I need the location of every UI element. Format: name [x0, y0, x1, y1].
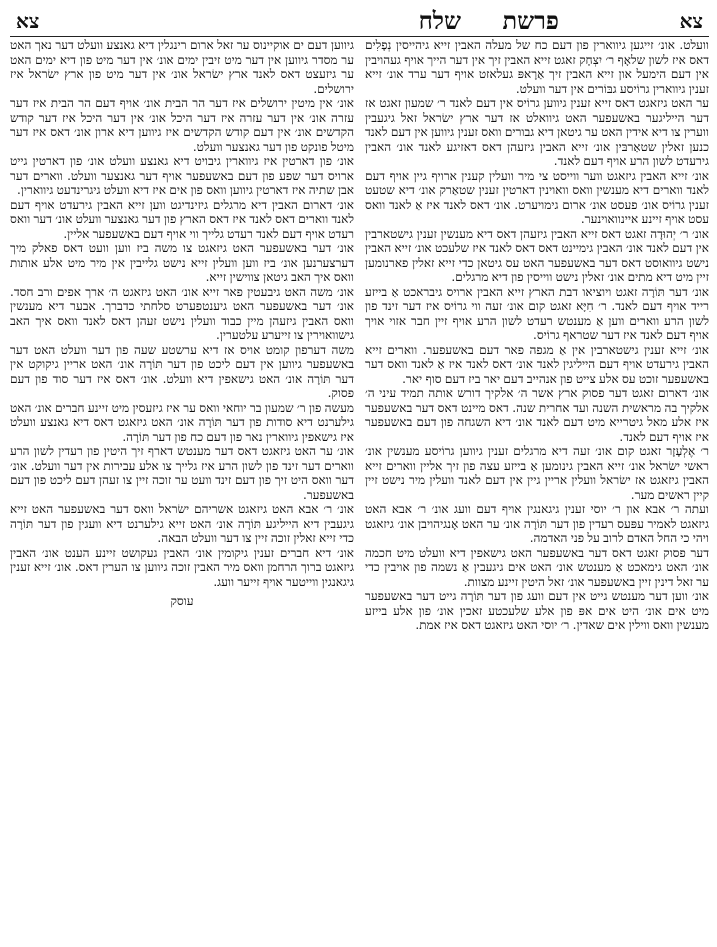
- left-column: [10, 38, 354, 943]
- paragraph: דער פסוק זאגט דאס דער באשעפער האט גישאפין דיא וועלט מיט חכמה אונ׳ האט גימאכט אַ מענטש אונ׳ האט אים גיגעבין אַ נשמה פון אויבין כדי ער זאל דינין זיין באשעפער אונ׳ זאל היטין זיינע מצוות.: [365, 545, 709, 589]
- page-number-left: צא: [16, 9, 40, 33]
- paragraph: אונ׳ דארום האבין דיא מרגלים גיזינדיגט ווען זייא האבין גירעדט אויף דעם לאנד ווארים דאס לאנד איז דאס הארץ פון דער גאנצער וועלט אונ׳ דער וואס רעדט אויף דעם לאנד רעדט גלייך ווי אויף דעם באשעפער אליין.: [10, 197, 354, 241]
- paragraph: אונ׳ דער תּוֹרָה זאגט ויוציאו דבת הארץ זייא האבין ארויס גיבראכט אַ בייזע רייד אויף דעם לאנד. ר׳ חִיָּא זאגט קום אונ׳ זעה ווי גרוֹיס איז דער זינד פון לשון הרע ווארים ווען אַ מענטש רעדט לשון הרע אויף זיין חבר אזוי אויך אויף דעם לאנד איז דער שטראף גרוֹיס.: [365, 284, 709, 342]
- header-title-parsha: פרשת: [502, 6, 559, 35]
- paragraph: אונ׳ ווען דער מענטש גייט אין דעם וועג פון דער תּוֹרָה גייט דער באשעפער מיט אים אונ׳ היט אים אפּ פון אלע שלעכטע זאכין אונ׳ פון אלע בייזע מענשין וואס ווילין אים שאדין. ר׳ יוסי האט גיזאגט דאס איז אמת.: [365, 589, 709, 632]
- paragraph: אונ׳ זייא האבין גיזאגט ווער ווייסט צי מיר וועלין קענין ארויף גיין אויף דעם לאנד ווארים דיא מענשין וואס וואוינין דארטין זענין שטאַרק אונ׳ דיא שטעט זענין גרוֹיס אונ׳ פעסט אונ׳ ארום גימויערט. אונ׳ דאס לאנד איז אַ לאנד וואס עסט אויף זיינע איינוואוינער.: [365, 168, 709, 226]
- end-word: עוסק: [170, 594, 194, 608]
- paragraph: אונ׳ ר׳ אבא האט גיזאגט אשריהם ישׂראל וואס דער באשעפער האט זייא גיגעבין דיא הייליגע תּוֹרָה אונ׳ האט זייא גילערנט דיא וועגין פון דער תּוֹרָה כדי זייא זאלין זוכה זיין צו דער וועלט הבאה.: [10, 502, 354, 545]
- paragraph: אונ׳ דארום זאגט דער פסוק ארץ אשר ה׳ אלקיך דורש אותה תמיד עיני ה׳ אלקיך בה מראשית השנה ועד אחרית שנה. דאס מיינט דאס דער באשעפער איז אלע מאל גיטרייא מיט דעם לאנד אונ׳ דיא השגחה פון דעם באשעפער איז אויף דעם לאנד.: [365, 386, 709, 444]
- paragraph: אונ׳ זייא זענין גישטארבין אין אַ מגפה פאר דעם באשעפער. ווארים זייא האבין גירעדט אויף דעם הייליגין לאנד אונ׳ דאס לאנד איז אַ לאנד וואס דער באשעפער זוכט עס אלע צייט פון אנהייב דעם יאר ביז דעם סוף יאר.: [365, 342, 709, 386]
- paragraph: אונ׳ ר׳ יְהוּדָה זאגט דאס זייא האבין גיזעהן דאס דיא מענשין זענין גישטארבין אין דעם לאנד אונ׳ האבין גימיינט דאס דאס לאנד איז שלעכט אונ׳ זייא האבין נישט גיוואוסט דאס דער באשעפער האט עס גיטאן כדי זייא זאלין פארנומען זיין מיט דיא מתים אונ׳ זאלין נישט ווייסין פון דיא מרגלים.: [365, 226, 709, 284]
- paragraph: אונ׳ אין מיטין ירושלים איז דער הר הבית אונ׳ אויף דעם הר הבית איז דער עזרה אונ׳ אין דער עזרה איז דער היכל אונ׳ אין דער היכל איז דער קודש הקדשים אונ׳ אין דעם קודש הקדשים איז גיווען דיא ארון אונ׳ דאס איז דער מיטל פונקט פון דער גאנצער וועלט.: [10, 96, 354, 154]
- paragraph: ער האט גיזאגט דאס זייא זענין גיווען גרוֹיס אין דעם לאנד ר׳ שמעון זאגט אז דער הייליגער באשעפער האט גיוואלט אז דער ארץ ישׂראל זאל גיגעבין ווערין צו דיא אידין האט ער גיטאן דיא גבורים וואס זענין גיווען אין דעם לאנד כנען זאלין שטאַרבּין אונ׳ זייא האבין גיזעהן דאס דאזיגע לאנד אונ׳ האבין גירעדט לשון הרע אויף דעם לאנד.: [365, 96, 709, 168]
- paragraph: וועלט. אונ׳ זייגען גיווארין פון דעם כח של מעלה האבין זייא גיהייסין נְפָלִים דאס איז לשון שלאָף ר׳ יִצְחָק זאגט זייא האבין זיך אין דער הייך אויף געהויבין אין דעם הימעל און זייא האבין זיך אַרָאפּ געלאזט אויף דער ערד אונ׳ זייא זענין גיווארין גרוֹיסע גבּוֹרים אין דער וועלט.: [365, 38, 709, 96]
- text-columns: [10, 38, 709, 943]
- paragraph: אונ׳ פון דארטין איז גיווארין גיבויט דיא גאנצע וועלט אונ׳ פון דארטין גייט ארויס דער שפע פון דעם באשעפער אויף דער גאנצער וועלט. ווארים דער אבן שתיה איז דארטין גיווען וואס פון אים איז דיא וועלט גיגרינדעט גיווארין.: [10, 154, 354, 197]
- paragraph: ועתה ר׳ אבא און ר׳ יוסי זענין גיגאנגין אויף דעם וועג אונ׳ ר׳ אבא האט גיזאגט לאמיר עפּעס רעדין פון דער תּוֹרָה אונ׳ ער האט אָנגיהויבן אונ׳ גיזאגט ויהי כי החל האדם לרוב על פני האדמה.: [365, 502, 709, 545]
- header-title-shelach: שלח: [418, 6, 461, 35]
- paragraph: גיווען דעם ים אוקיינוס ער זאל ארום רינגלין דיא גאנצע וועלט דער נאך האט ער מסדר גיווען אין דער מיט זיבין ימים אונ׳ אין דער מיט פון דיא ימים האט ער גיזעצט דאס לאנד ארץ ישׂראל אונ׳ אין דער מיט פון ארץ ישׂראל איז ירושלים.: [10, 38, 354, 96]
- page-header: [10, 6, 709, 37]
- page-number-right: צא: [679, 9, 703, 33]
- paragraph: אונ׳ משה האט גיבעטין פאר זייא אונ׳ האט גיזאגט ה׳ ארך אפים ורב חסד. אונ׳ דער באשעפער האט גיענטפערט סלחתי כדברך. אבער דיא מענשין וואס האבין גיזעהן מיין כבוד וועלין נישט זעהן דאס לאנד וואס איך האב גישוואוירין צו זייערע עלטערין.: [10, 284, 354, 342]
- paragraph: אונ׳ דיא חברים זענין גיקומין אונ׳ האבין געקושט זיינע הענט אונ׳ האבין גיזאגט ברוך הרחמן וואס מיר האבין זוכה גיווען צו הערין דאס. אונ׳ זייא זענין גיגאנגין ווייטער אויף זייער וועג.: [10, 545, 354, 589]
- paragraph: אונ׳ ער האט גיזאגט דאס דער מענטש דארף זיך היטין פון רעדין לשון הרע ווארים דער זינד פון לשון הרע איז גלייך צו אלע עבירות אין דער וועלט. אונ׳ דער וואס היט זיך פון דעם זינד וועט ער זוכה זיין צו זעהן דעם ליכט פון דעם באשעפער.: [10, 444, 354, 502]
- column-gutter: [354, 38, 365, 943]
- paragraph: ר׳ אֶלְעָזָר זאגט קום אונ׳ זעה דיא מרגלים זענין גיווען גרוֹיסע מענשין אונ׳ ראשי ישׂראל אונ׳ זייא האבין גינומען אַ בייזע עצה פון זיך אליין ווארים זייא האבין גיזאגט אז ישׂראל וועלין אריין גיין אין דעם לאנד וועלין מיר נישט זיין קיין ראשים מער.: [365, 444, 709, 502]
- paragraph: אונ׳ דער באשעפער האט גיזאגט צו משה ביז ווען וועט דאס פאלק מיך דערצערנען אונ׳ ביז ווען וועלין זייא נישט גלייבין אין מיר מיט אלע אותות וואס איך האב גיטאן צווישין זייא.: [10, 241, 354, 284]
- paragraph: משה דערפון קומט אויס אז דיא ערשטע שעה פון דער וועלט האט דער באשעפער גיווען אין דעם ליכט פון דער תּוֹרָה אונ׳ האט אריין גיקוקט אין דער תּוֹרָה אונ׳ האט גישאפין דיא וועלט. אונ׳ דאס איז דער סוד פון דעם פסוק.: [10, 342, 354, 400]
- paragraph: מעשה פון ר׳ שמעון בר יוחאי וואס ער איז גיזעסין מיט זיינע חברים אונ׳ האט גילערנט דיא סודות פון דער תּוֹרָה אונ׳ האט גיזאגט דאס דיא גאנצע וועלט איז גישאפין גיווארין נאר פון דעם כח פון דער תּוֹרָה.: [10, 400, 354, 444]
- right-column: [365, 38, 709, 943]
